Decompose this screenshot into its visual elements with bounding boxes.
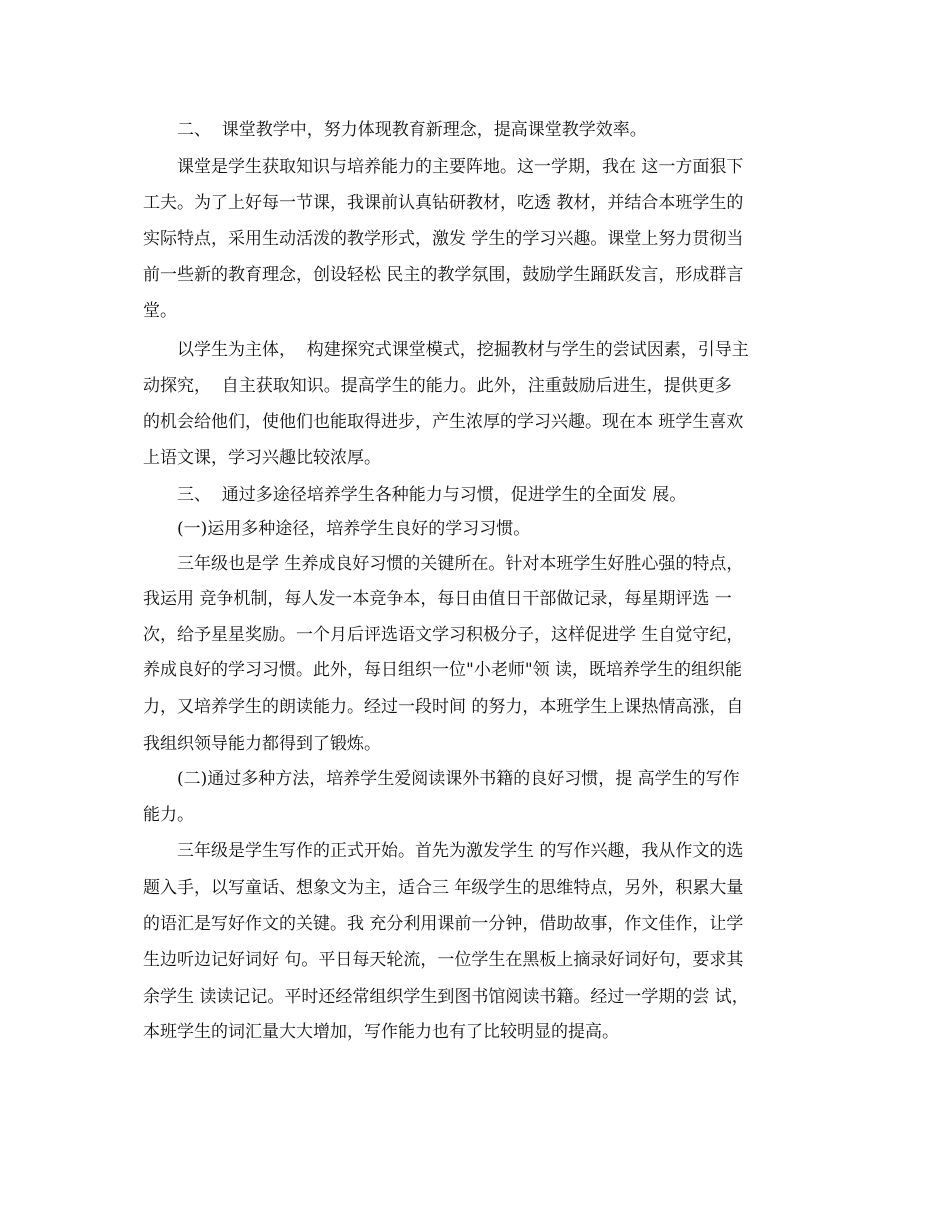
paragraph-line: 养成良好的学习习惯。此外，每日组织一位"小老师"领 读，既培养学生的组织能: [143, 660, 743, 680]
paragraph-line: 工夫。为了上好每一节课，我课前认真钻研教材，吃透 教材，并结合本班学生的: [143, 193, 744, 213]
paragraph-line: 生边听边记好词好 句。平日每天轮流，一位学生在黑板上摘录好词好句，要求其: [143, 950, 744, 970]
heading-section-two: 二、 课堂教学中，努力体现教育新理念，提高课堂教学效率。: [177, 120, 647, 140]
heading-section-three: 三、 通过多途径培养学生各种能力与习惯，促进学生的全面发 展。: [177, 485, 687, 505]
paragraph-line: 我运用 竞争机制，每人发一本竞争本，每日由值日干部做记录，每星期评选 一: [143, 589, 732, 609]
paragraph-line: 我组织领导能力都得到了锻炼。: [143, 734, 381, 754]
paragraph-line: 的语汇是写好作文的关键。我 充分利用课前一分钟，借助故事，作文佳作，让学: [143, 914, 744, 934]
paragraph-line: 题入手，以写童话、想象文为主，适合三 年级学生的思维特点，另外，积累大量: [143, 878, 744, 898]
paragraph-line: 动探究， 自主获取知识。提高学生的能力。此外，注重鼓励后进生，提供更多: [143, 376, 732, 396]
paragraph-line: 三年级也是学 生养成良好习惯的关键所在。针对本班学生好胜心强的特点，: [177, 554, 744, 574]
paragraph-line: 余学生 读读记记。平时还经常组织学生到图书馆阅读书籍。经过一学期的尝 试，: [143, 987, 749, 1007]
paragraph-line: 以学生为主体， 构建探究式课堂模式，挖掘教材与学生的尝试因素，引导主: [177, 340, 749, 360]
subheading-one: (一)运用多种途径，培养学生良好的学习习惯。: [177, 519, 531, 539]
paragraph-line: 本班学生的词汇量大大增加，写作能力也有了比较明显的提高。: [143, 1022, 619, 1042]
paragraph-line: 次，给予星星奖励。一个月后评选语文学习积极分子，这样促进学 生自觉守纪，: [143, 625, 744, 645]
paragraph-line: 的机会给他们，使他们也能取得进步，产生浓厚的学习兴趣。现在本 班学生喜欢: [143, 412, 744, 432]
paragraph-line: 上语文课，学习兴趣比较浓厚。: [143, 448, 381, 468]
paragraph-line: 课堂是学生获取知识与培养能力的主要阵地。这一学期，我在 这一方面狠下: [177, 157, 744, 177]
paragraph-line: 力，又培养学生的朗读能力。经过一段时间 的努力，本班学生上课热情高涨，自: [143, 697, 744, 717]
subheading-two: (二)通过多种方法，培养学生爱阅读课外书籍的良好习惯，提 高学生的写作: [177, 769, 740, 789]
paragraph-line: 三年级是学生写作的正式开始。首先为激发学生 的写作兴趣，我从作文的选: [177, 841, 744, 861]
paragraph-line: 能力。: [143, 805, 194, 825]
paragraph-line: 堂。: [143, 301, 177, 321]
paragraph-line: 实际特点，采用生动活泼的教学形式，激发 学生的学习兴趣。课堂上努力贯彻当: [143, 229, 744, 249]
paragraph-line: 前一些新的教育理念，创设轻松 民主的教学氛围，鼓励学生踊跃发言，形成群言: [143, 265, 744, 285]
